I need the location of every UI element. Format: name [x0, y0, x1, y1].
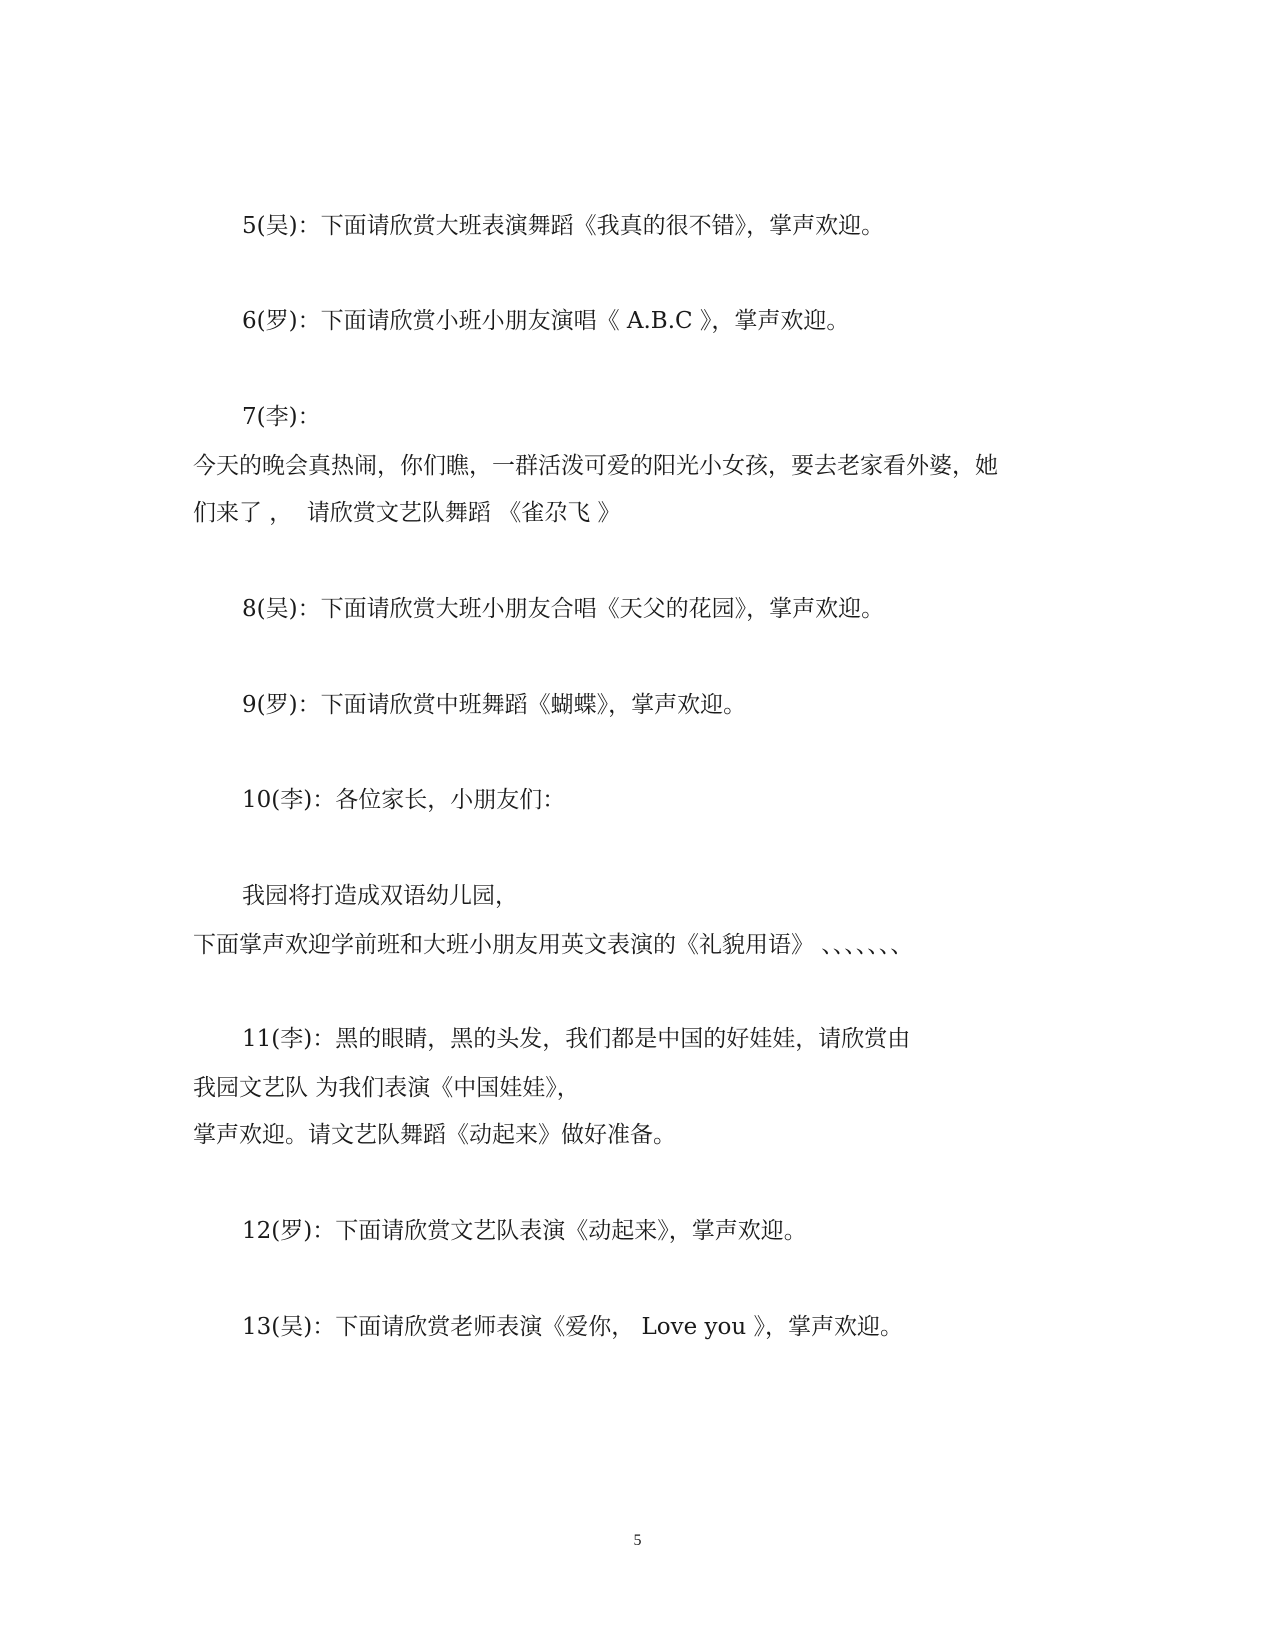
paragraph-5-line-1: 5(吴)：下面请欣赏大班表演舞蹈《我真的很不错》，掌声欢迎。 [242, 213, 885, 239]
paragraph-7-line-2: 今天的晚会真热闹，你们瞧，一群活泼可爱的阳光小女孩，要去老家看外婆，她 [193, 453, 998, 479]
paragraph-10-line-1: 10(李)：各位家长，小朋友们： [242, 787, 566, 813]
paragraph-7-line-3: 们来了 ， 请欣赏文艺队舞蹈 《雀尕飞 》 [193, 500, 621, 526]
paragraph-12-line-3: 掌声欢迎。请文艺队舞蹈《动起来》做好准备。 [193, 1122, 676, 1148]
paragraph-12-line-2: 我园文艺队 为我们表演《中国娃娃》， [193, 1075, 580, 1101]
paragraph-9-line-1: 9(罗)：下面请欣赏中班舞蹈《蝴蝶》，掌声欢迎。 [242, 692, 747, 718]
paragraph-11-line-1: 我园将打造成双语幼儿园， [242, 883, 518, 909]
page-number: 5 [633, 1532, 642, 1549]
paragraph-11-line-2: 下面掌声欢迎学前班和大班小朋友用英文表演的《礼貌用语》 、、、、、、、 [193, 932, 914, 958]
paragraph-7-line-1: 7(李)： [242, 404, 321, 430]
paragraph-8-line-1: 8(吴)：下面请欣赏大班小朋友合唱《天父的花园》，掌声欢迎。 [242, 596, 885, 622]
paragraph-12-line-1: 11(李)：黑的眼睛，黑的头发，我们都是中国的好娃娃，请欣赏由 [242, 1026, 911, 1052]
paragraph-14-line-1: 13(吴)：下面请欣赏老师表演《爱你， Love you 》，掌声欢迎。 [242, 1314, 904, 1340]
paragraph-13-line-1: 12(罗)：下面请欣赏文艺队表演《动起来》，掌声欢迎。 [242, 1218, 807, 1244]
paragraph-6-line-1: 6(罗)：下面请欣赏小班小朋友演唱《 A.B.C 》，掌声欢迎。 [242, 308, 850, 334]
